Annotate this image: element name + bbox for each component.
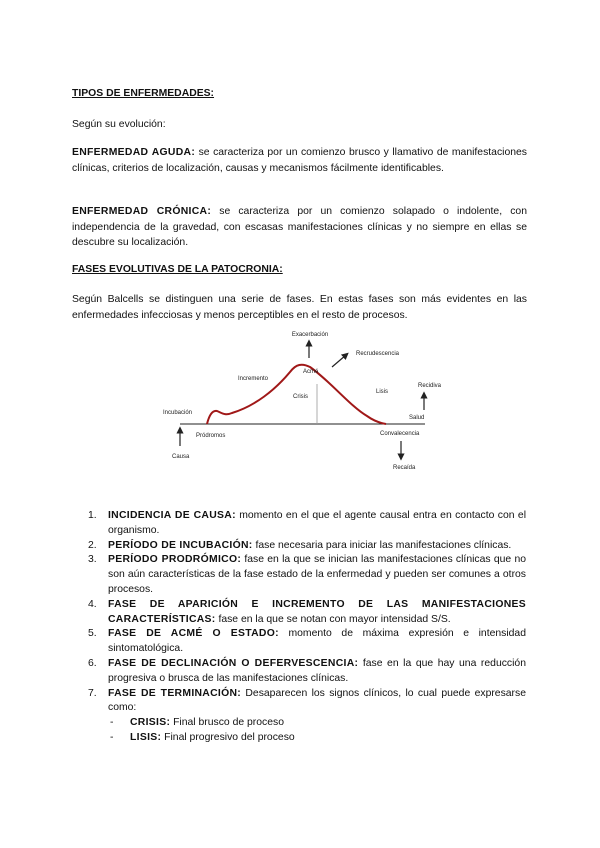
heading-fases: FASES EVOLUTIVAS DE LA PATOCRONIA: — [72, 264, 283, 275]
intro-balcells: Según Balcells se distinguen una serie de fases. En estas fases son más evidentes en las enfermedades infecciosas y menos perceptibles en el resto de procesos. — [72, 294, 527, 321]
label-acme: Acmé — [303, 369, 319, 375]
recrudescencia-arrow — [332, 355, 346, 367]
label-prodromos: Pródromos — [196, 433, 226, 439]
intro-evolucion: Según su evolución: — [72, 119, 166, 130]
sub-list-item — [108, 731, 526, 746]
list-number: 2. — [88, 539, 97, 551]
list-item — [88, 657, 526, 687]
phase-text: momento de máxima expresión e intensidad sintomatológica. — [108, 628, 526, 655]
list-number: 5. — [88, 628, 97, 640]
sub-term: CRISIS: — [130, 717, 171, 729]
label-lisis: Lisis — [376, 389, 389, 395]
label-crisis: Crisis — [293, 394, 308, 400]
sub-list-item — [108, 716, 526, 731]
list-number: 1. — [88, 510, 97, 521]
label-recidiva: Recidiva — [418, 383, 442, 389]
phase-term: PERÍODO PRODRÓMICO: — [108, 554, 242, 566]
label-incremento: Incremento — [238, 376, 269, 382]
sub-text: Final brusco de proceso — [170, 717, 284, 729]
label-recaida: Recaída — [393, 465, 416, 471]
list-item — [88, 687, 526, 746]
list-item — [88, 553, 526, 597]
phase-text: fase en la que se notan con mayor intensidad S/S. — [215, 613, 451, 625]
phase-term: FASE DE TERMINACIÓN: — [108, 687, 242, 699]
phases-list — [88, 509, 526, 746]
patocronia-diagram — [160, 326, 450, 476]
paragraph-cronica — [72, 204, 527, 251]
dash-bullet: - — [110, 731, 114, 743]
list-number: 4. — [88, 598, 97, 610]
label-recrudescencia: Recrudescencia — [356, 351, 400, 357]
list-item — [88, 539, 526, 554]
phase-term: FASE DE ACMÉ O ESTADO: — [108, 628, 279, 640]
paragraph-aguda — [72, 145, 527, 176]
term-aguda: ENFERMEDAD AGUDA: — [72, 147, 196, 158]
phase-text: Desaparecen los signos clínicos, lo cual puede expresarse como: — [108, 687, 526, 714]
sub-text: Final progresivo del proceso — [161, 731, 295, 743]
phase-term: PERÍODO DE INCUBACIÓN: — [108, 539, 253, 551]
sub-term: LISIS: — [130, 731, 162, 743]
list-number: 7. — [88, 687, 97, 699]
text-aguda: se caracteriza por un comienzo brusco y llamativo de manifestaciones clínicas, criterios de localización, causas y mecanismos fácilmente identificables. — [72, 147, 527, 174]
phase-term: INCIDENCIA DE CAUSA: — [108, 510, 236, 521]
list-item — [88, 598, 526, 628]
phase-text: fase en la que se inician las manifestaciones clínicas que no son aún características de la fase estado de la enfermedad y pueden ser comunes a otros procesos. — [108, 554, 527, 595]
label-causa: Causa — [172, 454, 190, 460]
phase-text: fase necesaria para iniciar las manifestaciones clínicas. — [252, 539, 512, 551]
term-cronica: ENFERMEDAD CRÓNICA: — [72, 206, 212, 217]
label-convalecencia: Convalecencia — [380, 431, 420, 437]
heading-tipos: TIPOS DE ENFERMEDADES: — [72, 88, 215, 99]
phase-text: momento en el que el agente causal entra en contacto con el organismo. — [108, 510, 527, 536]
list-item — [88, 627, 526, 657]
text-cronica: se caracteriza por un comienzo solapado o indolente, con independencia de la gravedad, con escasas manifestaciones clínicas y no siempre en ellas se descubre su localización. — [72, 206, 527, 248]
terminacion-sublist — [108, 716, 526, 746]
phase-term: FASE DE DECLINACIÓN O DEFERVESCENCIA: — [108, 657, 359, 669]
label-exacerbacion: Exacerbación — [291, 332, 329, 338]
dash-bullet: - — [110, 717, 114, 729]
list-item — [88, 509, 526, 539]
label-salud: Salud — [409, 415, 425, 421]
phase-term: FASE DE APARICIÓN E INCREMENTO DE LAS MANIFESTACIONES CARACTERÍSTICAS: — [108, 598, 526, 625]
list-number: 6. — [88, 657, 97, 669]
list-number: 3. — [88, 554, 97, 566]
label-incubacion: Incubación — [163, 410, 193, 416]
phase-text: fase en la que hay una reducción progresiva o brusca de las manifestaciones clínicas. — [108, 657, 526, 684]
